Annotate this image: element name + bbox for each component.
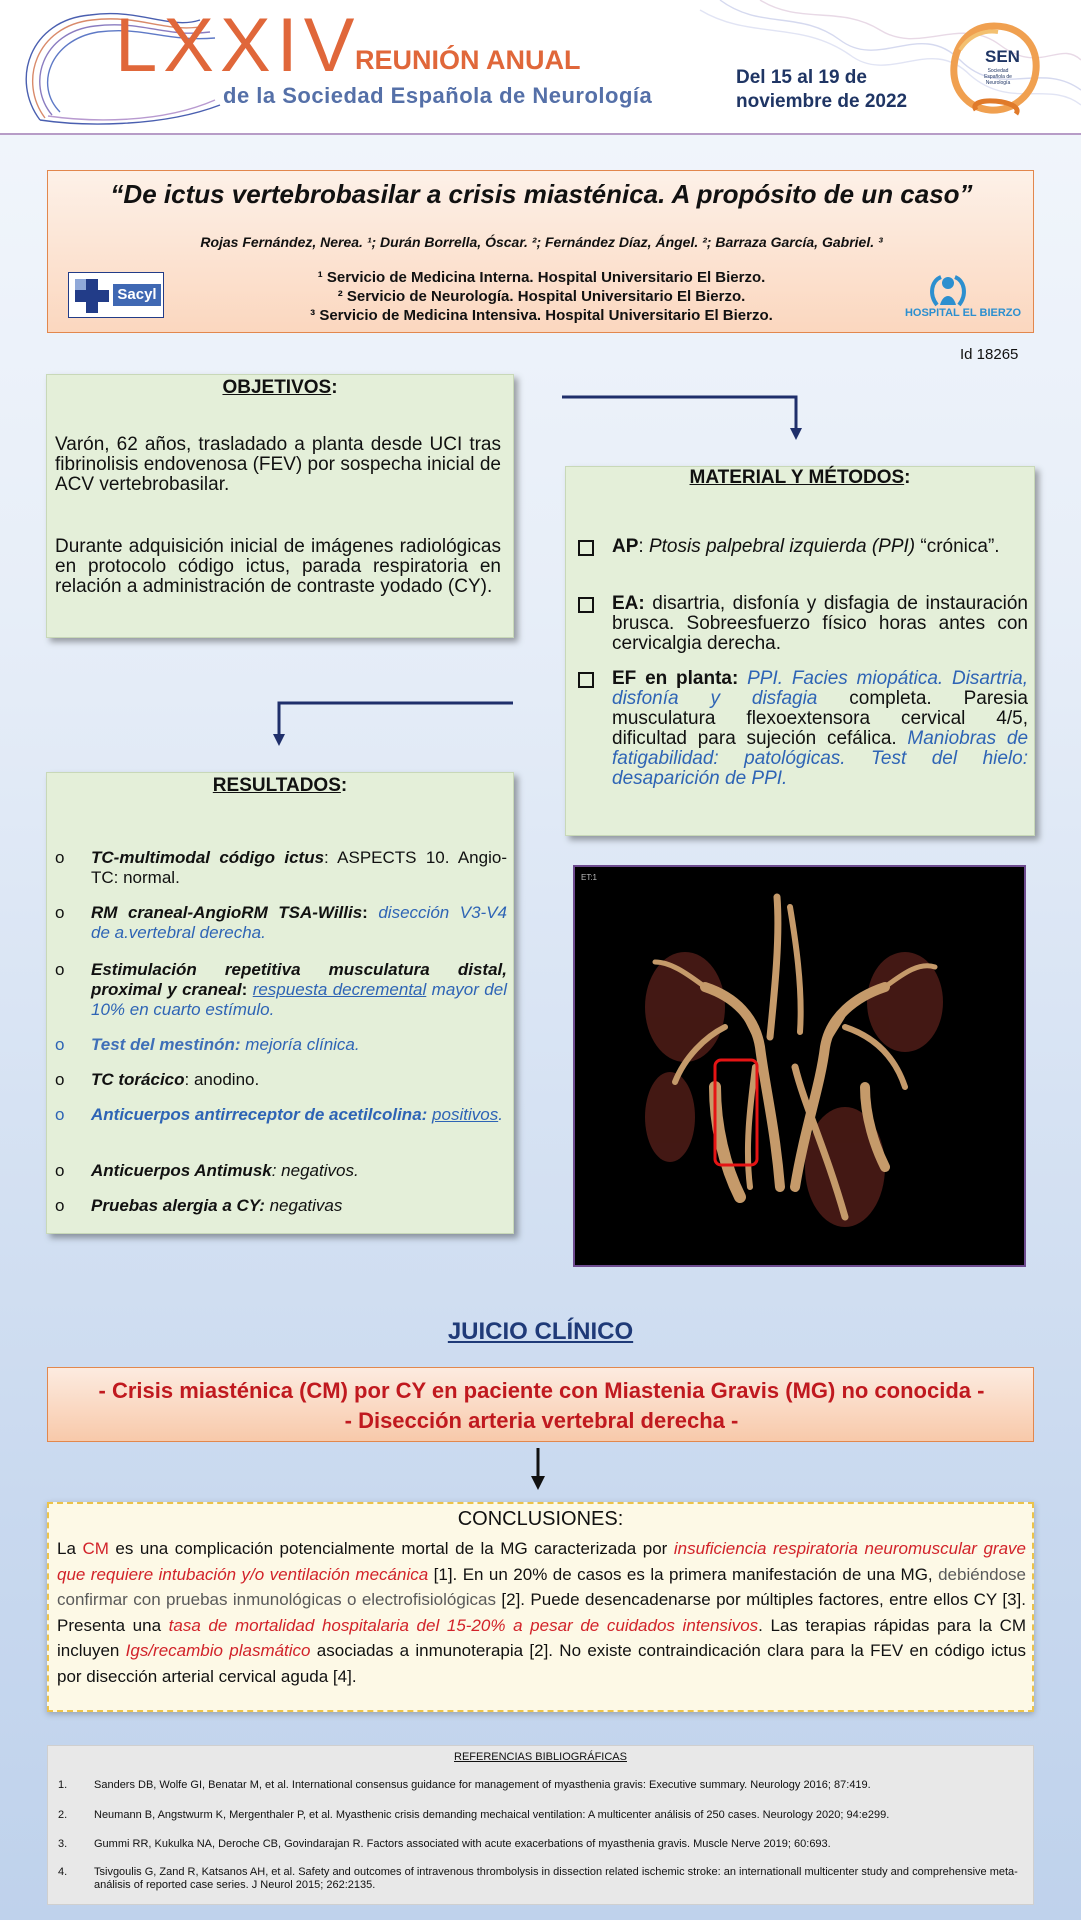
resultado-item xyxy=(55,1105,507,1125)
resultado-8-text: negativas xyxy=(264,1196,343,1215)
bullet: o xyxy=(55,1070,65,1089)
objetivos-heading-suffix: : xyxy=(331,377,338,398)
resultado-item xyxy=(55,960,507,1020)
society-name: de la Sociedad Española de Neurología xyxy=(223,83,653,108)
resultados-heading-suffix: : xyxy=(340,775,348,796)
resultado-4-text: mejoría clínica. xyxy=(240,1035,360,1054)
ap-rest: “crónica”. xyxy=(915,536,1000,557)
resultado-item xyxy=(55,1070,507,1090)
conc-t4: [2]. Puede desencadenarse por múltiples factores, entre ellos CY [3]. Presenta una xyxy=(57,1590,1026,1635)
bullet: o xyxy=(55,1105,65,1124)
resultado-item xyxy=(55,848,507,888)
material-item-ea xyxy=(578,594,1028,654)
checkbox-bullet-icon xyxy=(578,672,594,688)
resultado-item xyxy=(55,903,507,943)
ap-italic: Ptosis palpebral izquierda (PPI) xyxy=(648,536,916,557)
objetivos-box xyxy=(46,374,514,638)
affiliation-1: ¹ Servicio de Medicina Interna. Hospital Universitario El Bierzo. xyxy=(317,269,766,286)
juicio-box xyxy=(47,1367,1034,1442)
resultados-heading xyxy=(47,775,513,797)
image-corner-label: ET:1 xyxy=(581,873,598,882)
reference-number: 3. xyxy=(58,1838,68,1850)
angiography-image xyxy=(573,865,1026,1267)
resultado-item xyxy=(55,1035,507,1055)
resultado-2-label: RM craneal-AngioRM TSA-Willis xyxy=(91,903,363,922)
reference-item xyxy=(58,1866,1023,1892)
header-divider xyxy=(0,133,1081,135)
hospital-bierzo-logo-text: HOSPITAL EL BIERZO xyxy=(904,307,1022,319)
bullet: o xyxy=(55,903,65,922)
conc-cm: CM xyxy=(82,1539,109,1558)
objetivos-heading xyxy=(47,377,513,399)
conclusiones-text xyxy=(57,1536,1026,1689)
poster-header xyxy=(0,0,1081,135)
arrow-to-conclusiones-icon xyxy=(528,1448,548,1492)
conc-t1: La xyxy=(57,1539,83,1558)
angio-vessels-graphic xyxy=(575,867,1024,1265)
referencias-heading: REFERENCIAS BIBLIOGRÁFICAS xyxy=(454,1751,627,1763)
ef-blue-1: PPI. Facies miopática. Disartria, disfonía y disfagia xyxy=(612,668,1028,709)
authors: Rojas Fernández, Nerea. ¹; Durán Borrella, Óscar. ²; Fernández Díaz, Ángel. ²; Barraza García, Gabriel. ³ xyxy=(200,234,883,250)
ap-label: AP xyxy=(612,536,639,557)
conc-r2: tasa de mortalidad hospitalaria del 15-20% a pesar de cuidados intensivos xyxy=(168,1615,759,1635)
resultado-item xyxy=(55,1161,507,1181)
meeting-title: REUNIÓN ANUAL xyxy=(355,45,581,75)
material-item-ef xyxy=(578,669,1028,789)
resultado-1-label: TC-multimodal código ictus xyxy=(91,848,325,867)
conc-t2: es una complicación potencialmente mortal de la MG caracterizada por xyxy=(108,1539,674,1558)
juicio-heading: JUICIO CLÍNICO xyxy=(447,1318,634,1345)
resultado-5-label: TC torácico xyxy=(91,1070,185,1089)
resultados-heading-text: RESULTADOS xyxy=(212,775,341,796)
sacyl-cross-icon xyxy=(73,277,111,315)
reference-text: Gummi RR, Kukulka NA, Deroche CB, Govindarajan R. Factors associated with acute exacerbations of myasthenia gravis. Muscle Nerve 2019; 60:693. xyxy=(94,1838,831,1850)
reference-text: Sanders DB, Wolfe GI, Benatar M, et al. International consensus guidance for management of myasthenia gravis: Executive summary. Neurology 2016; 87:419. xyxy=(94,1779,871,1791)
conc-r3: Igs/recambio plasmático xyxy=(125,1641,311,1660)
resultado-8-label: Pruebas alergia a CY: xyxy=(91,1196,265,1215)
meeting-dates xyxy=(736,66,936,114)
resultado-item xyxy=(55,1196,507,1216)
resultados-box xyxy=(46,772,514,1234)
sen-logo-text: SEN xyxy=(985,47,1020,66)
resultado-7-label: Anticuerpos Antimusk xyxy=(91,1161,272,1180)
resultado-5-text: : anodino. xyxy=(184,1070,260,1089)
resultado-6-text: . xyxy=(498,1105,503,1124)
conc-r1: insuficiencia respiratoria neuromuscular grave que requiere intubación y/o ventilación mecánica xyxy=(57,1539,1026,1584)
ef-blue-2: Maniobras de fatigabilidad: patológicas. Test del hielo: desaparición de PPI. xyxy=(612,728,1029,789)
poster-title: “De ictus vertebrobasilar a crisis miasténica. A propósito de un caso” xyxy=(110,179,973,209)
material-heading xyxy=(566,467,1034,489)
sacyl-logo xyxy=(68,272,164,318)
resultado-4-label: Test del mestinón: xyxy=(91,1035,241,1054)
conclusiones-box xyxy=(47,1502,1034,1712)
ef-text: completa. Paresia musculatura flexoextensora cervical 4/5, dificultad para sujeción cefálica. xyxy=(612,688,1029,749)
reference-item xyxy=(58,1838,1023,1851)
hospital-bierzo-logo-icon xyxy=(923,271,973,307)
sacyl-logo-text: Sacyl xyxy=(113,284,161,306)
dates-line1: Del 15 al 19 de xyxy=(736,67,867,88)
arrow-to-material-icon xyxy=(560,394,810,444)
dates-line2: noviembre de 2022 xyxy=(736,91,908,112)
material-heading-suffix: : xyxy=(904,467,911,488)
bullet: o xyxy=(55,1035,65,1054)
bullet: o xyxy=(55,848,65,867)
reference-number: 1. xyxy=(58,1779,68,1791)
reference-text: Neumann B, Angstwurm K, Mergenthaler P, et al. Myasthenic crisis demanding mechaical ventilation: A multicenter análisis of 250 cases. Neurology 2020; 94:e299. xyxy=(94,1809,890,1821)
conc-t6: asociadas a inmunoterapia [2]. No existe contraindicación clara para la FEV en código ictus por disección arterial cervical aguda [4]. xyxy=(57,1641,1026,1686)
bullet: o xyxy=(55,960,65,979)
objetivos-paragraph-2: Durante adquisición inicial de imágenes radiológicas en protocolo código ictus, parada respiratoria en relación a administración de contraste yodado (CY). xyxy=(55,536,501,597)
sen-logo-subtext: Sociedad Española de Neurología xyxy=(984,68,1012,86)
material-metodos-box xyxy=(565,466,1035,836)
resultado-1-text: : ASPECTS 10. Angio-TC: normal. xyxy=(91,848,507,887)
resultado-3-underlined: respuesta decremental xyxy=(252,980,427,999)
conc-g1: debiéndose confirmar con pruebas inmunológicas o electrofisiológicas xyxy=(57,1564,1027,1609)
checkbox-bullet-icon xyxy=(578,540,594,556)
reference-number: 4. xyxy=(58,1866,68,1878)
reference-item xyxy=(58,1809,1023,1822)
objetivos-paragraph-1: Varón, 62 años, trasladado a planta desde UCI tras fibrinolisis endovenosa (FEV) por sospecha inicial de ACV vertebrobasilar. xyxy=(55,434,501,495)
arrow-to-resultados-icon xyxy=(270,700,520,750)
resultado-3-label: Estimulación repetitiva musculatura distal, proximal y craneal xyxy=(91,960,507,999)
reference-item xyxy=(58,1779,1023,1792)
ef-label: EF en planta: xyxy=(612,668,739,689)
resultado-6-underlined: positivos xyxy=(432,1105,499,1124)
bullet: o xyxy=(55,1196,65,1215)
resultado-3-sep: : xyxy=(241,980,248,999)
title-box xyxy=(47,170,1034,333)
resultado-7-text: : negativos. xyxy=(271,1161,359,1180)
resultado-2-text: disección V3-V4 de a.vertebral derecha. xyxy=(91,903,507,942)
material-heading-text: MATERIAL Y MÉTODOS xyxy=(689,467,905,488)
reference-number: 2. xyxy=(58,1809,68,1821)
reference-text: Tsivgoulis G, Zand R, Katsanos AH, et al. Safety and outcomes of intravenous thrombolysis in dissection related ischemic stroke: an internationall multicenter study and comprehensive meta-análisis of reported case series. J Neurol 2015; 262:2135. xyxy=(94,1866,1018,1891)
resultado-6-label: Anticuerpos antirreceptor de acetilcolina: xyxy=(91,1105,428,1124)
juicio-line-2: - Disección arteria vertebral derecha - xyxy=(344,1408,739,1433)
resultado-3-text: mayor del 10% en cuarto estímulo. xyxy=(91,980,507,1019)
affiliation-2: ² Servicio de Neurología. Hospital Universitario El Bierzo. xyxy=(337,288,746,305)
poster-id: Id 18265 xyxy=(960,346,1019,363)
conc-t5: . Las terapias rápidas para la CM incluyen xyxy=(57,1615,1027,1660)
ap-sep: : xyxy=(638,536,649,557)
checkbox-bullet-icon xyxy=(578,597,594,613)
ea-text: disartria, disfonía y disfagia de instauración brusca. Sobreesfuerzo físico horas antes con cervicalgia derecha. xyxy=(612,593,1028,654)
edition-numeral: LXXIV xyxy=(115,3,361,88)
affiliation-3: ³ Servicio de Medicina Intensiva. Hospital Universitario El Bierzo. xyxy=(310,307,773,324)
resultado-2-sep: : xyxy=(362,903,368,922)
juicio-line-1: - Crisis miasténica (CM) por CY en paciente con Miastenia Gravis (MG) no conocida - xyxy=(98,1378,985,1403)
conclusiones-heading: CONCLUSIONES: xyxy=(457,1508,624,1530)
material-item-ap xyxy=(578,537,1028,557)
conc-t3: [1]. En un 20% de casos es la primera manifestación de una MG, xyxy=(428,1564,939,1584)
bullet: o xyxy=(55,1161,65,1180)
ea-label: EA: xyxy=(612,593,645,614)
referencias-box xyxy=(47,1745,1034,1905)
objetivos-heading-text: OBJETIVOS xyxy=(222,377,332,398)
